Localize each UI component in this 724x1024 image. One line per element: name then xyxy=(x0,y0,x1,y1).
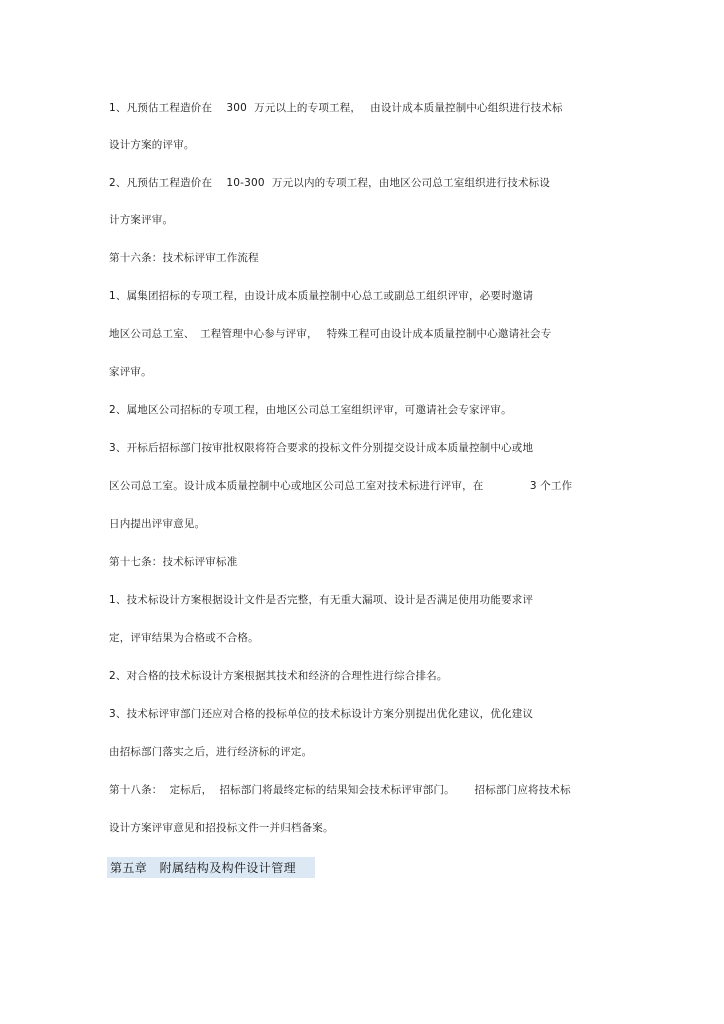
paragraph-line: 2、凡预估工程造价在 10-300 万元以内的专项工程，由地区公司总工室组织进行技术标设 xyxy=(109,177,551,189)
chapter-heading: 第五章 附属结构及构件设计管理 xyxy=(110,861,297,875)
paragraph-line: 1、技术标设计方案根据设计文件是否完整，有无重大漏项、设计是否满足使用功能要求评 xyxy=(109,594,534,606)
paragraph-line: 1、凡预估工程造价在 300 万元以上的专项工程， 由设计成本质量控制中心组织进行技术标 xyxy=(109,102,563,114)
paragraph-line: 由招标部门落实之后，进行经济标的评定。 xyxy=(109,746,313,758)
paragraph-line: 设计方案的评审。 xyxy=(109,139,195,151)
paragraph-line: 3、技术标评审部门还应对合格的投标单位的技术标设计方案分别提出优化建议，优化建议 xyxy=(109,708,534,720)
paragraph-line: 计方案评审。 xyxy=(109,214,174,226)
paragraph-line: 第十八条： 定标后， 招标部门将最终定标的结果知会技术标评审部门。 招标部门应将技术标 xyxy=(109,784,571,796)
paragraph-line: 定，评审结果为合格或不合格。 xyxy=(109,632,259,644)
paragraph-line: 3、开标后招标部门按审批权限将符合要求的投标文件分别提交设计成本质量控制中心或地 xyxy=(109,442,534,454)
section-title: 第十六条：技术标评审工作流程 xyxy=(109,252,259,264)
paragraph-line: 家评审。 xyxy=(109,366,152,378)
paragraph-line: 2、对合格的技术标设计方案根据其技术和经济的合理性进行综合排名。 xyxy=(109,670,448,682)
paragraph-line: 地区公司总工室、 工程管理中心参与评审， 特殊工程可由设计成本质量控制中心邀请社会专 xyxy=(109,328,552,340)
paragraph-line: 区公司总工室。设计成本质量控制中心或地区公司总工室对技术标进行评审，在 3 个工作 xyxy=(109,480,573,492)
section-title: 第十七条：技术标评审标准 xyxy=(109,556,238,568)
paragraph-line: 2、属地区公司招标的专项工程，由地区公司总工室组织评审，可邀请社会专家评审。 xyxy=(109,404,512,416)
paragraph-line: 1、属集团招标的专项工程，由设计成本质量控制中心总工或副总工组织评审，必要时邀请 xyxy=(109,290,534,302)
paragraph-line: 日内提出评审意见。 xyxy=(109,518,206,530)
paragraph-line: 设计方案评审意见和招投标文件一并归档备案。 xyxy=(109,822,334,834)
